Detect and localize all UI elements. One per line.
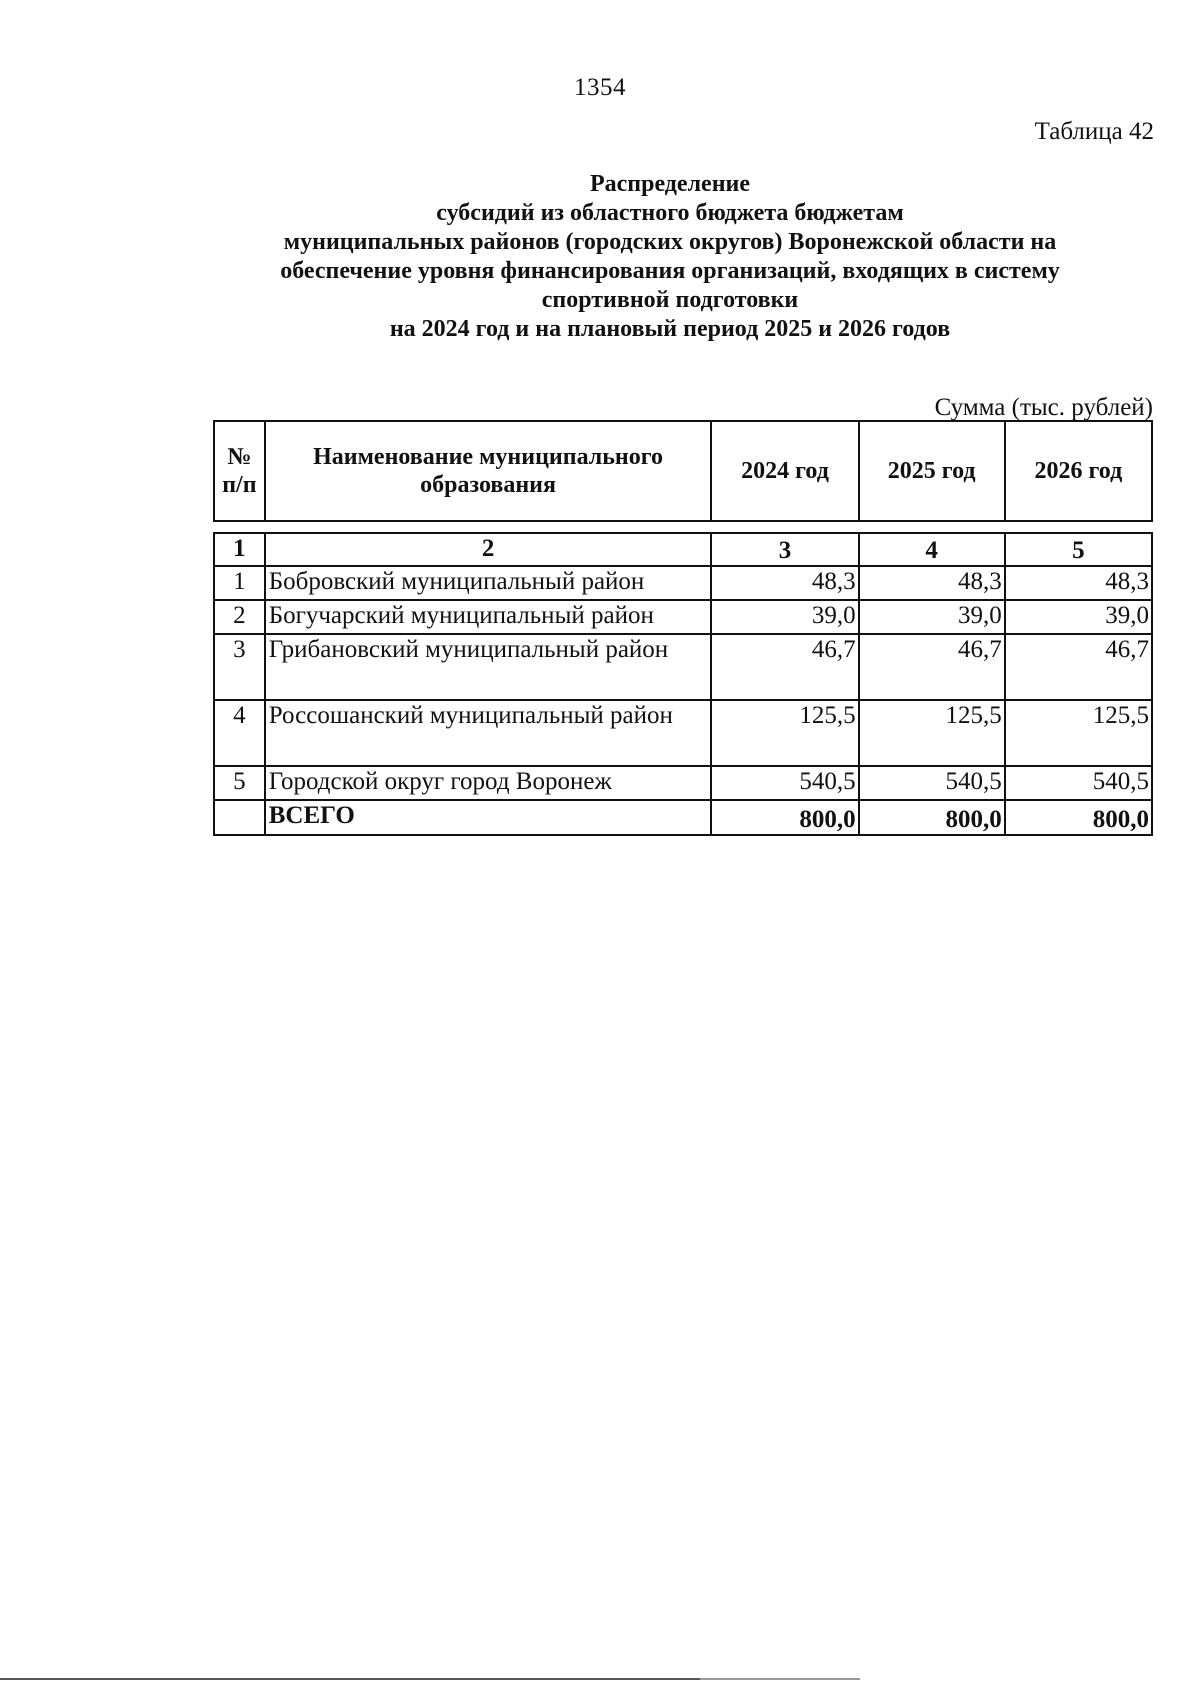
- total-value-2026: 800,0: [1005, 800, 1152, 835]
- data-table: [213, 532, 1153, 836]
- table-row: [214, 634, 1152, 700]
- row-index: 1: [214, 566, 265, 600]
- row-value-2024: 48,3: [711, 566, 858, 600]
- title-line: Распределение: [589, 171, 751, 197]
- column-number: 5: [1005, 533, 1152, 566]
- row-name: Бобровский муниципальный район: [265, 566, 712, 600]
- row-name: Богучарский муниципальный район: [265, 600, 712, 634]
- row-index: 3: [214, 634, 265, 700]
- table-row: [214, 600, 1152, 634]
- row-value-2025: 48,3: [859, 566, 1005, 600]
- title-line: муниципальных районов (городских округов) Воронежской области на: [283, 229, 1057, 255]
- table-header: [213, 420, 1153, 522]
- row-value-2025: 125,5: [859, 700, 1005, 766]
- header-2026: 2026 год: [1005, 421, 1152, 521]
- row-value-2026: 48,3: [1005, 566, 1152, 600]
- row-value-2026: 39,0: [1005, 600, 1152, 634]
- row-value-2025: 46,7: [859, 634, 1005, 700]
- row-value-2026: 540,5: [1005, 766, 1152, 800]
- bottom-scan-rule: [0, 1678, 700, 1680]
- header-name: Наименование муниципального образования: [265, 421, 712, 521]
- column-numbers-row: [214, 533, 1152, 566]
- total-index-cell: [214, 800, 265, 835]
- title-line: на 2024 год и на плановый период 2025 и 2026 годов: [389, 316, 951, 342]
- row-index: 2: [214, 600, 265, 634]
- row-value-2025: 540,5: [859, 766, 1005, 800]
- row-index: 4: [214, 700, 265, 766]
- row-value-2024: 540,5: [711, 766, 858, 800]
- row-value-2024: 125,5: [711, 700, 858, 766]
- table-row: [214, 700, 1152, 766]
- total-label: ВСЕГО: [265, 800, 712, 835]
- title-line: спортивной подготовки: [541, 287, 799, 313]
- total-value-2024: 800,0: [711, 800, 858, 835]
- header-index: № п/п: [214, 421, 265, 521]
- header-2024: 2024 год: [711, 421, 858, 521]
- title-line: обеспечение уровня финансирования организаций, входящих в систему: [280, 258, 1060, 284]
- column-number: 2: [265, 533, 712, 566]
- header-2025: 2025 год: [859, 421, 1005, 521]
- column-number: 4: [859, 533, 1005, 566]
- row-index: 5: [214, 766, 265, 800]
- row-value-2024: 39,0: [711, 600, 858, 634]
- row-name: Городской округ город Воронеж: [265, 766, 712, 800]
- row-value-2026: 46,7: [1005, 634, 1152, 700]
- title-line: субсидий из областного бюджета бюджетам: [436, 200, 904, 226]
- bottom-scan-rule: [700, 1678, 860, 1680]
- total-value-2025: 800,0: [859, 800, 1005, 835]
- units-caption: Сумма (тыс. рублей): [934, 394, 1153, 421]
- total-row: [214, 800, 1152, 835]
- row-value-2026: 125,5: [1005, 700, 1152, 766]
- document-title: [200, 170, 1140, 344]
- table-row: [214, 566, 1152, 600]
- row-value-2025: 39,0: [859, 600, 1005, 634]
- table-label: Таблица 42: [1034, 118, 1154, 145]
- row-name: Россошанский муниципальный район: [265, 700, 712, 766]
- table-row: [214, 766, 1152, 800]
- row-value-2024: 46,7: [711, 634, 858, 700]
- column-number: 1: [214, 533, 265, 566]
- column-number: 3: [711, 533, 858, 566]
- row-name: Грибановский муниципальный район: [265, 634, 712, 700]
- page-number: 1354: [574, 74, 626, 101]
